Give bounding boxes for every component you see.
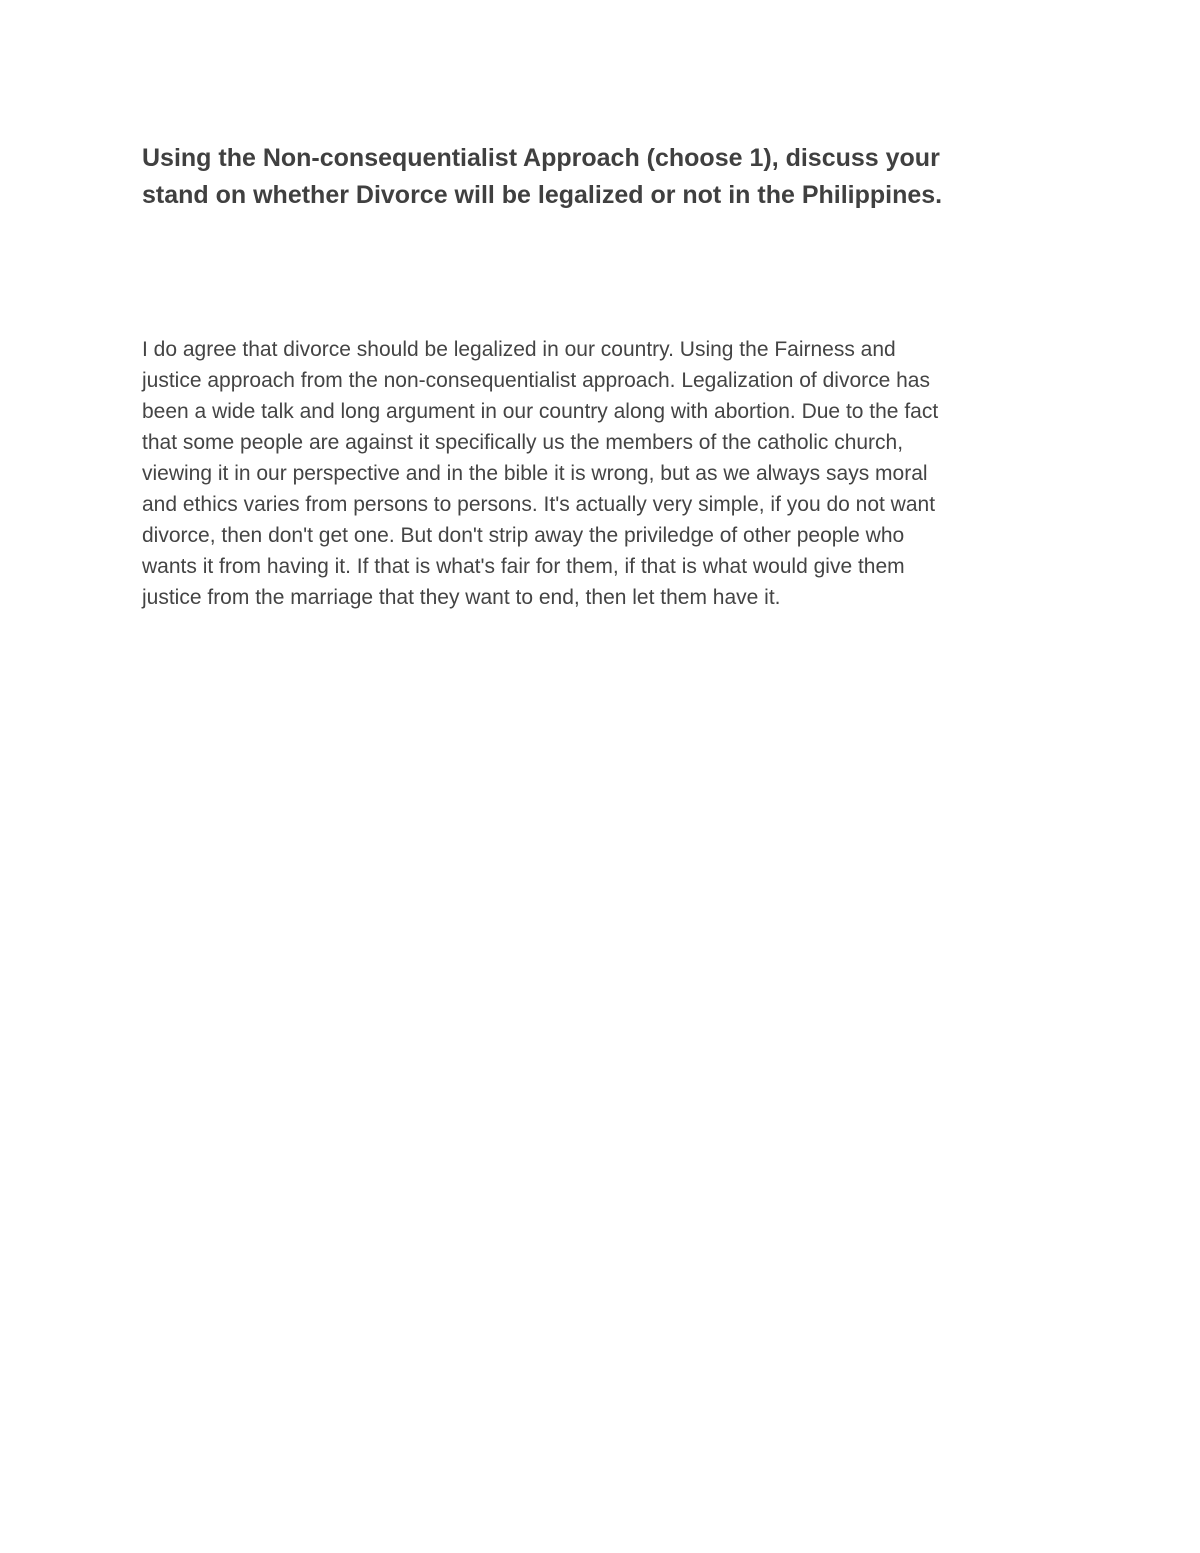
question-heading (142, 140, 1042, 214)
answer-line: been a wide talk and long argument in our country along with abortion. Due to the fact (142, 400, 939, 423)
answer-paragraph (142, 334, 1047, 613)
answer-line: and ethics varies from persons to persons. It's actually very simple, if you do not want (142, 493, 936, 516)
answer-line: justice from the marriage that they want to end, then let them have it. (142, 586, 781, 609)
answer-line: wants it from having it. If that is what's fair for them, if that is what would give them (142, 555, 905, 578)
answer-line: I do agree that divorce should be legalized in our country. Using the Fairness and (142, 338, 896, 361)
answer-line: viewing it in our perspective and in the bible it is wrong, but as we always says moral (142, 462, 928, 485)
answer-line: justice approach from the non-consequentialist approach. Legalization of divorce has (142, 369, 930, 392)
answer-line: that some people are against it specifically us the members of the catholic church, (142, 431, 904, 454)
question-line: stand on whether Divorce will be legalized or not in the Philippines. (142, 181, 943, 209)
answer-line: divorce, then don't get one. But don't strip away the priviledge of other people who (142, 524, 905, 547)
question-line: Using the Non-consequentialist Approach (choose 1), discuss your (142, 144, 940, 172)
